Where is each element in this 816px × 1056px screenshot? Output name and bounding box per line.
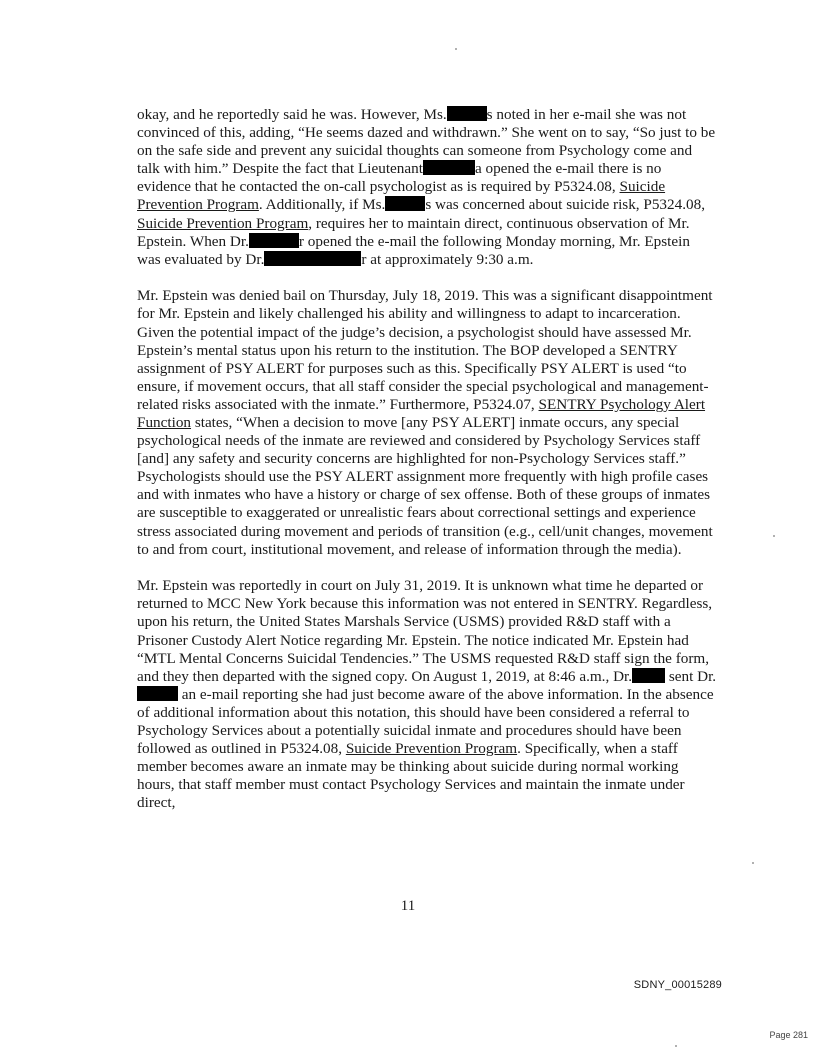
text-run: an e-mail reporting she had just become aware of the above information. In the absence of additional information about this notation, this should have been considered a referral to Psychology Services about a potentially suicidal inmate and procedures should have been followed as outlined in P5324.08, bbox=[137, 685, 714, 758]
text-run: a opened the e-mail there is no evidence that he contacted the on-call psychologist as is required by P5324.08, bbox=[137, 160, 662, 196]
page-label: Page 281 bbox=[769, 1030, 808, 1040]
text-run: states, “When a decision to move [any PSY ALERT] inmate occurs, any special psychological needs of the inmate are reviewed and considered by Psychology Services staff [and] any safety and security concerns are highlighted for non-Psychology Services staff.” Psychologists should use the PSY ALERT assignment more frequently with high profile cases and with inmates who have a history or charge of sex offense. Both of these groups of inmates are susceptible to exaggerated or unrealistic fears about correctional settings and experience stress associated during movement and periods of transition (e.g., cell/unit changes, movement to and from court, institutional movement, and release of information through the media). bbox=[137, 414, 713, 558]
text-run: okay, and he reportedly said he was. However, Ms. bbox=[137, 106, 447, 123]
scan-speck bbox=[675, 1045, 677, 1047]
text-run: Mr. Epstein was reportedly in court on July 31, 2019. It is unknown what time he departed or returned to MCC New York because this information was not entered in SENTRY. Regardless, upon his return, the United States Marshals Service (USMS) provided R&D staff with a Prisoner Custody Alert Notice regarding Mr. Epstein. The notice indicated Mr. Epstein had “MTL Mental Concerns Suicidal Tendencies.” The USMS requested R&D staff sign the form, and they then departed with the signed copy. On August 1, 2019, at 8:46 a.m., Dr. bbox=[137, 577, 713, 685]
redaction-box bbox=[447, 106, 487, 121]
redaction-box bbox=[264, 251, 361, 266]
text-run: , requires her to maintain direct, continuous observation of Mr. Epstein. When Dr. bbox=[137, 214, 690, 250]
redaction-box bbox=[632, 668, 665, 683]
text-run: s noted in her e-mail she was not convinced of this, adding, “He seems dazed and withdrawn.” She went on to say, “So just to be on the safe side and prevent any suicidal thoughts can someone from Psychology come and talk with him.” Despite the fact that Lieutenant bbox=[137, 106, 716, 178]
policy-title: Suicide Prevention Program bbox=[137, 178, 666, 214]
policy-title: Suicide Prevention Program bbox=[345, 740, 518, 758]
text-run: r at approximately 9:30 a.m. bbox=[361, 250, 534, 268]
text-run: Mr. Epstein was denied bail on Thursday, July 18, 2019. This was a significant disappointment for Mr. Epstein and likely challenged his ability and willingness to adapt to incarceration. Given the potential impact of the judge’s decision, a psychologist should have assessed Mr. Epstein’s mental status upon his return to the institution. The BOP developed a SENTRY assignment of PSY ALERT for purposes such as this. Specifically PSY ALERT is used “to ensure, if movement occurs, that all staff consider the special psychological and management-related risks associated with the inmate.” Furthermore, P5324.07, bbox=[137, 287, 713, 413]
policy-title: SENTRY Psychology Alert Function bbox=[137, 395, 706, 431]
text-run: . Additionally, if Ms. bbox=[258, 196, 386, 214]
redaction-box bbox=[423, 160, 475, 175]
redaction-box bbox=[385, 196, 425, 211]
text-run: . Specifically, when a staff member becomes aware an inmate may be thinking about suicide during normal working hours, that staff member must contact Psychology Services and maintain the inmate under direct, bbox=[137, 740, 685, 812]
paragraph bbox=[137, 106, 717, 269]
paragraph bbox=[137, 577, 717, 812]
redaction-box bbox=[249, 233, 299, 248]
paragraph bbox=[137, 287, 717, 558]
redaction-box bbox=[137, 686, 178, 701]
bates-number: SDNY_00015289 bbox=[633, 979, 722, 991]
text-run: sent Dr. bbox=[665, 667, 717, 685]
text-run: r opened the e-mail the following Monday morning, Mr. Epstein was evaluated by Dr. bbox=[137, 232, 690, 268]
policy-title: Suicide Prevention Program bbox=[137, 214, 309, 232]
scan-speck bbox=[773, 535, 775, 537]
document-body bbox=[137, 106, 717, 831]
page-number: 11 bbox=[400, 898, 416, 914]
scan-speck bbox=[752, 862, 754, 864]
scan-speck bbox=[455, 48, 457, 50]
text-run: s was concerned about suicide risk, P5324.08, bbox=[425, 196, 705, 214]
